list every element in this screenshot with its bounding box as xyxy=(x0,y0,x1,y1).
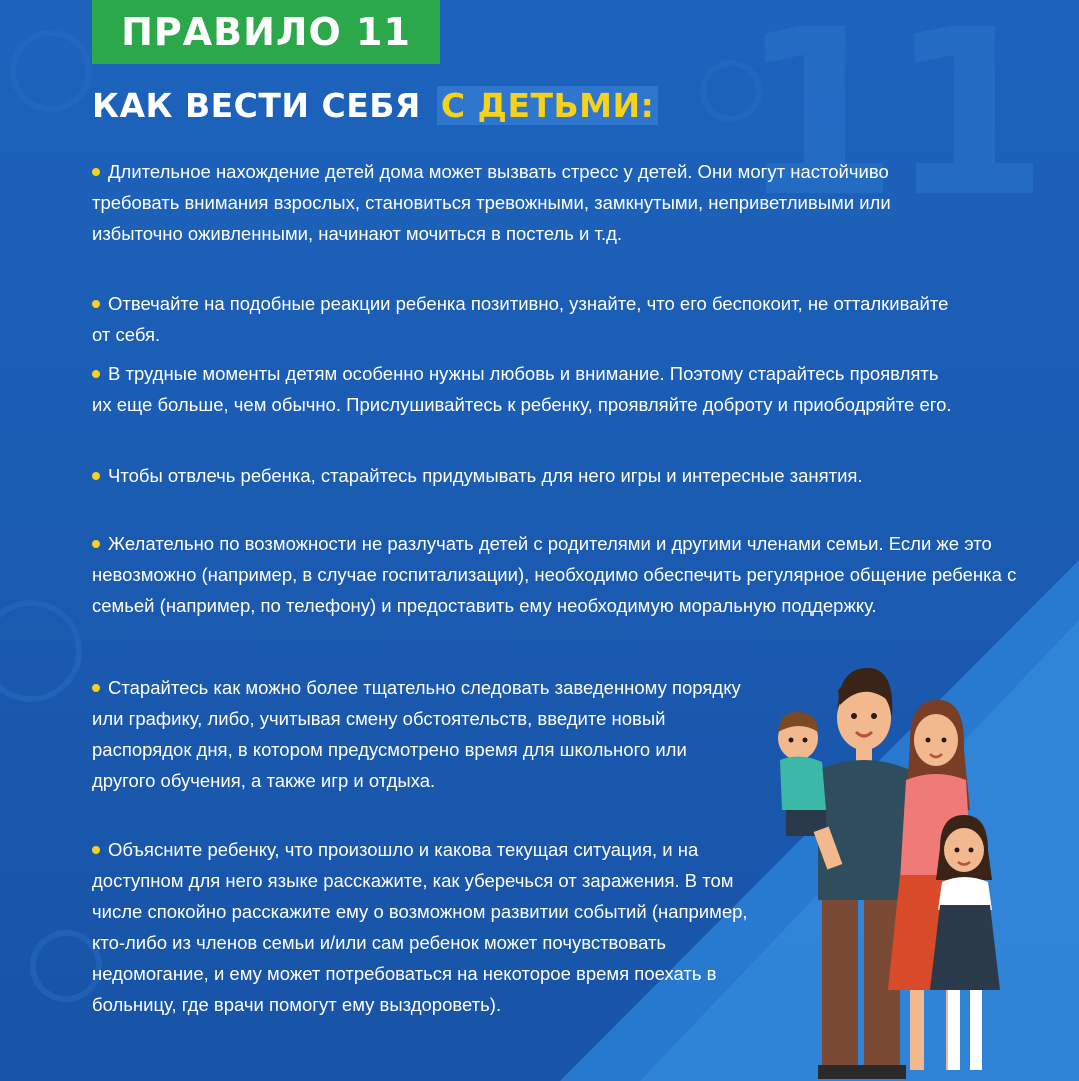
bullet-dot-icon xyxy=(92,540,100,548)
bullet-dot-icon xyxy=(92,846,100,854)
bullet-text: Длительное нахождение детей дома может вызвать стресс у детей. Они могут настойчиво требовать внимания взрослых, становиться тревожными, замкнутыми, неприветливыми или избыточно оживленными, начинают мочиться в постель и т.д. xyxy=(92,161,891,244)
bullet-text: Объясните ребенку, что произошло и какова текущая ситуация, и на доступном для него языке расскажите, как уберечься от заражения. В том числе спокойно расскажите ему о возможном развитии событий (например, кто-либо из членов семьи и/или сам ребенок может почувствовать недомогание, и ему может потребоваться на некоторое время поехать в больницу, где врачи помогут ему выздороветь). xyxy=(92,839,748,1015)
bullet-dot-icon xyxy=(92,168,100,176)
bullet-item xyxy=(92,460,1027,491)
title-highlight: С ДЕТЬМИ: xyxy=(437,86,658,125)
bullet-text: Старайтесь как можно более тщательно следовать заведенному порядку или графику, либо, учитывая смену обстоятельств, введите новый распорядок дня, в котором предусмотрено время для школьного или другого обучения, а также игр и отдыха. xyxy=(92,677,741,791)
bullet-text: Чтобы отвлечь ребенка, старайтесь придумывать для него игры и интересные занятия. xyxy=(108,465,863,486)
bullet-item xyxy=(92,358,962,420)
father-figure xyxy=(818,668,910,1079)
bullet-item xyxy=(92,834,762,1020)
family-illustration xyxy=(760,660,1040,1081)
bullet-dot-icon xyxy=(92,684,100,692)
background-rule-number: 11 xyxy=(738,0,1039,248)
bullet-dot-icon xyxy=(92,370,100,378)
virus-decor-icon xyxy=(10,30,92,112)
page-title xyxy=(92,86,658,125)
bullet-item xyxy=(92,528,1022,621)
bullet-text: В трудные моменты детям особенно нужны любовь и внимание. Поэтому старайтесь проявлять их еще больше, чем обычно. Прислушивайтесь к ребенку, проявляйте доброту и приободряйте его. xyxy=(92,363,952,415)
girl-figure xyxy=(930,815,1000,1070)
bullet-item xyxy=(92,288,952,350)
bullet-dot-icon xyxy=(92,300,100,308)
bullet-text: Желательно по возможности не разлучать детей с родителями и другими членами семьи. Если же это невозможно (например, в случае госпитализации), необходимо обеспечить регулярное общение ребенка с семьей (например, по телефону) и предоставить ему необходимую моральную поддержку. xyxy=(92,533,1017,616)
title-main: КАК ВЕСТИ СЕБЯ xyxy=(92,86,421,125)
bullet-item xyxy=(92,672,752,796)
bullet-text: Отвечайте на подобные реакции ребенка позитивно, узнайте, что его беспокоит, не отталкивайте от себя. xyxy=(92,293,949,345)
bullet-item xyxy=(92,156,972,249)
bullet-dot-icon xyxy=(92,472,100,480)
rule-badge: ПРАВИЛО 11 xyxy=(92,0,440,64)
